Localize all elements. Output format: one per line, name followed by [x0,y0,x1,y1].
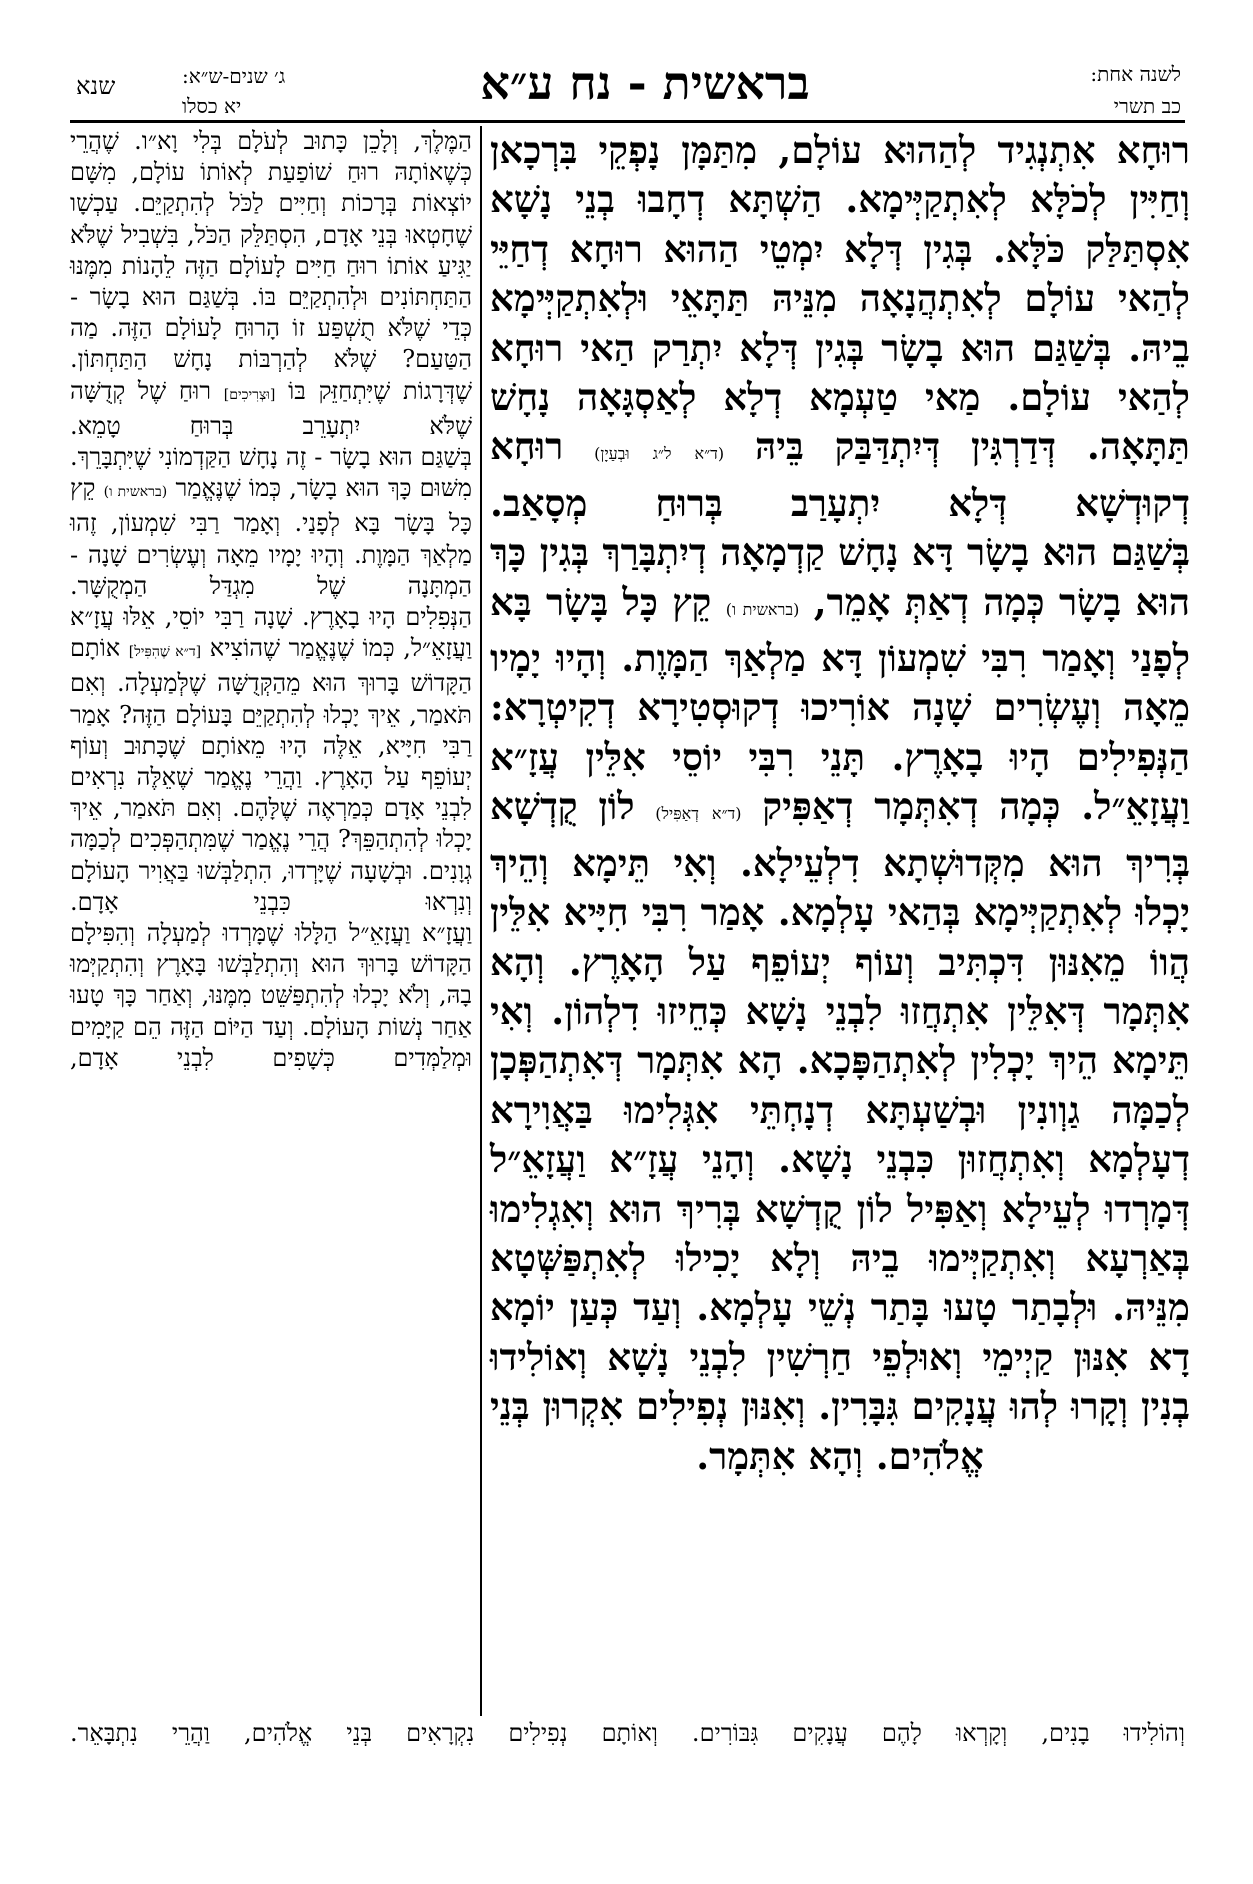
schedule-date-1-year: כב תשרי [1113,94,1181,118]
page-header [0,0,1253,118]
footer-continuation-line: וְהוֹלִידוּ בָנִים, וְקָרְאוּ לָהֶם עֲנָקִים גִּבּוֹרִים. וְאוֹתָם נְפִילִים נִקְרָאִים בְּנֵי אֱלֹהִים, וַהֲרֵי נִתְבָּאֵר. [70,1719,1185,1747]
main-text: קֵץ כָּל בָּשָׂר בָּא לְפָנַי וְאָמַר רִבִּי שִׁמְעוֹן דָּא מַלְאַךְ הַמָּוֶת. וְהָיוּ יָמָיו מֵאָה וְעֶשְׂרִים שָׁנָה אוֹרִיכוּ דְקוּסְטִירָא דְקִיטְרָא: [490,579,1190,730]
verse-reference: (בראשית ו) [725,599,800,619]
schedule-date-3-years: יא כסלו [182,94,242,118]
schedule-label-3-years: ג׳ שנים-ש״א: [182,64,286,88]
main-text: רוּחָא אִתְנְגִיד לְהַהוּא עוֹלָם, מִתַּמָּן נָפְקֵי בִּרְכָאן וְחַיִּין לְכֹלָּא לְאִתְקַיְּימָא. הַשְׁתָּא דְחָבוּ בְנֵי נָשָׁא אִסְתַּלַּק כֹּלָּא. בְּגִין דְּלָא יִמְטֵי הַהוּא רוּחָא דְחַיֵּי לְהַאי עוֹלָם לְאִתְהֲנָאָה מִנֵּיהּ תַּתָּאֵי וּלְאִתְקַיְּימָא בֵיהּ. בְּשַׁגַּם הוּא בָשָׂר בְּגִין דְּלָא יִתְרַק הַאי רוּחָא לְהַאי עוֹלָם. מַאי טַעְמָא דְלָא לְאַסְגָּאָה נָחָשׁ תַּתָּאָה. דְּדַרְגִּין דְּיִתְדַּבַּק בֵּיהּ [490,128,1190,469]
translation-text: בְּשַׁגַּם הוּא בָשָׂר - זֶה נָחָשׁ הַקַּדְמוֹנִי שֶׁיִּתְבָּרֵךְ. מִשּׁוּם כָּךְ הוּא בָשָׂר, כְּמוֹ שֶׁנֶּאֱמַר [70,443,473,503]
page-number: שנא [76,72,116,100]
main-aramaic-column [490,126,1190,1718]
main-paragraph [490,528,1190,733]
main-text: לוֹן קֻדְשָׁא בְּרִיךְ הוּא מִקְּדוּשְׁתָא דִלְעֵילָא. וְאִי תֵּימָא וְהֵיךְ יָכְלוּ לְאִתְקַיְּימָא בְּהַאי עָלְמָא. אָמַר רִבִּי חִיָּיא אִלֵּין הֲווֹ מֵאִנּוּן דִּכְתִּיב וְעוֹף יְעוֹפֵף עַל הָאָרֶץ. וְהָא אִתְּמָר דְּאִלֵּין אִתְחֲזוּ לִבְנֵי נָשָׁא כְּחֵיזוּ דִלְהוֹן. וְאִי תֵּימָא הֵיךְ יָכְלִין לְאִתְהַפָּכָא. הָא אִתְּמָר דְּאִתְהַפְּכָן לְכַמָּה גַוְונִין וּבְשַׁעְתָּא דְנָחְתֵּי אִגְּלִימוּ בַּאֲוִירָא דְעָלְמָא וְאִתְחֲזוּן כִּבְנֵי נָשָׁא. וְהָנֵי עֲזָ״א וַעֲזָאֵ״ל דְּמָרְדוּ לְעֵילָא וְאַפִּיל לוֹן קֻדְשָׁא בְּרִיךְ הוּא וְאִגְלִימוּ בְּאַרְעָא וְאִתְקַיְּימוּ בֵיהּ וְלָא יָכִילוּ לְאִתְפַּשְּׁטָא מִנֵּיהּ. וּלְבָתַר טָעוּ בָּתַר נְשֵׁי עָלְמָא. וְעַד כְּעַן יוֹמָא דָא אִנּוּן קַיְימֵי וְאוּלְפֵי חַרְשִׁין לִבְנֵי נָשָׁא וְאוֹלִידוּ בְנִין וְקָרוּ לְהוּ עֲנָקִים גִּבָּרִין. וְאִנּוּן נְפִילִים אִקְרוּן בְּנֵי אֱלֹהִים. וְהָא אִתְּמָר. [490,784,1190,1478]
variant-note: (ד״א דְאַפִּיל) [655,804,742,824]
translation-paragraph [70,442,472,602]
variant-note: [ד״א שֶׁהִפִּיל] [128,644,202,661]
main-paragraph [490,126,1190,528]
schedule-label-1-year: לשנה אחת: [1090,62,1181,86]
translation-text: הַמֶּלֶךְ, וְלָכֵן כָּתוּב לְעֹלָם בְּלִי וָא״ו. שֶׁהֲרֵי כְּשֶׁאוֹתָהּ רוּחַ שׁוֹפַעַת לְאוֹתוֹ עוֹלָם, מִשָּׁם יוֹצְאוֹת בְּרָכוֹת וְחַיִּים לַכֹּל לְהִתְקַיֵּם. עַכְשָׁו שֶׁחָטְאוּ בְּנֵי אָדָם, הִסְתַּלֵּק הַכֹּל, בִּשְׁבִיל שֶׁלֹּא יַגִּיעַ אוֹתוֹ רוּחַ חַיִּים לָעוֹלָם הַזֶּה לֵהָנוֹת מִמֶּנּוּ הַתַּחְתּוֹנִים וּלְהִתְקַיֵּם בּוֹ. בְּשַׁגַּם הוּא בָשָׂר - כְּדֵי שֶׁלֹּא תֻשְׁפַּע זוֹ הָרוּחַ לָעוֹלָם הַזֶּה. מַה הַטַּעַם? שֶׁלֹּא לְהַרְבּוֹת נָחָשׁ הַתַּחְתּוֹן. שֶׁדְּרָגוֹת שֶׁיִּתְחַזֵּק בּוֹ [70,127,472,405]
translation-text: רוּחַ שֶׁל קְדֻשָּׁה שֶׁלֹּא יִתְעָרֵב בְּרוּחַ טָמֵא. [70,376,472,440]
verse-reference: (בראשית ו) [103,484,168,501]
translation-paragraph [70,918,472,1074]
translation-text: וַעֲזָ״א וַעֲזָאֵ״ל הַלָּלוּ שֶׁמָּרְדוּ לְמַעְלָה וְהִפִּילָם הַקָּדוֹשׁ בָּרוּךְ הוּא וְהִתְלַבְּשׁוּ בָּאָרֶץ וְהִתְקַיְּמוּ בָהּ, וְלֹא יָכְלוּ לְהִתְפַּשֵּׁט מִמֶּנּוּ, וְאַחַר כָּךְ טָעוּ אַחַר נְשׁוֹת הָעוֹלָם. וְעַד הַיּוֹם הַזֶּה הֵם קַיָּמִים וּמְלַמְּדִים כְּשָׁפִים לִבְנֵי אָדָם, [70,919,472,1072]
translation-column [70,126,472,1714]
column-divider [480,126,482,1716]
main-text: הַנְּפִילִים הָיוּ בָאָרֶץ. תָּנֵי רִבִּי יוֹסֵי אִלֵּין עֲזָ״א וַעֲזָאֵ״ל. כְּמָה דְאִתְּמָר דְאַפִּיק [490,734,1190,829]
main-text: בְּשַׁגַּם הוּא בָשָׂר דָּא נָחָשׁ קַדְמָאָה דְיִתְבָּרַךְ בְּגִין כָּךְ הוּא בָשָׂר כְּמָה דְאַתְּ אָמֵר, [490,530,1191,624]
main-text: רוּחָא דְקוּדְשָׁא דְּלָא יִתְעָרַב בְּרוּחַ מְסָאַב. [490,424,1190,525]
translation-paragraph [70,126,472,442]
translation-text: הַנְּפִלִים הָיוּ בָאָרֶץ. שָׁנָה רַבִּי יוֹסֵי, אֵלּוּ עֲזָ״א וַעֲזָאֵ״ל, כְּמוֹ שֶׁנֶּאֱמַר שֶׁהוֹצִיא [70,603,473,663]
translation-text: קֵץ כָּל בָּשָׂר בָּא לְפָנַי. וְאָמַר רַבִּי שִׁמְעוֹן, זֶהוּ מַלְאַךְ הַמָּוֶת. וְהָיוּ יָמָיו מֵאָה וְעֶשְׂרִים שָׁנָה - הַמְתָּנָה שֶׁל מִגְדַּל הַמְקֻשָּׁר. [70,474,473,600]
translation-text: אוֹתָם הַקָּדוֹשׁ בָּרוּךְ הוּא מֵהַקְּדֻשָּׁה שֶׁלְּמַעְלָה. וְאִם תֹּאמַר, אֵיךְ יָכְלוּ לְהִתְקַיֵּם בָּעוֹלָם הַזֶּה? אָמַר רַבִּי חִיָּיא, אֵלֶּה הָיוּ מֵאוֹתָם שֶׁכָּתוּב וְעוֹף יְעוֹפֵף עַל הָאָרֶץ. וַהֲרֵי נֶאֱמַר שֶׁאֵלֶּה נִרְאִים לִבְנֵי אָדָם כְּמַרְאֶה שֶׁלָּהֶם. וְאִם תֹּאמַר, אֵיךְ יָכְלוּ לְהִתְהַפֵּךְ? הֲרֵי נֶאֱמַר שֶׁמִּתְהַפְּכִים לְכַמָּה גְוָנִים. וּבְשָׁעָה שֶׁיָּרְדוּ, הִתְלַבְּשׁוּ בַּאֲוִיר הָעוֹלָם וְנִרְאוּ כִּבְנֵי אָדָם. [70,634,472,916]
variant-note: (ד״א ל״ג וּבְעַיָן) [594,444,725,464]
page-title: בראשית - נח ע״א [480,56,810,110]
variant-note: [וּצְרִיכִים] [223,386,276,403]
header-rule [70,120,1185,123]
translation-paragraph [70,602,472,918]
main-paragraph [490,733,1190,1481]
